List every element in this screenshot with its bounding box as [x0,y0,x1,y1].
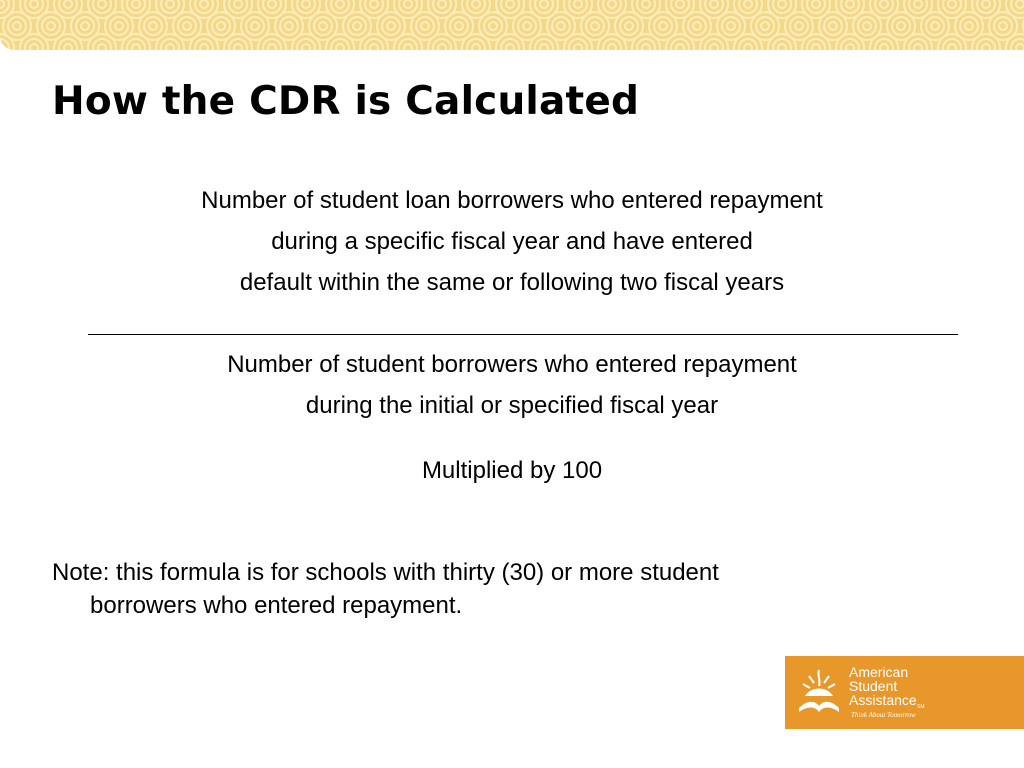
decorative-swirl-banner [0,0,1024,50]
formula-note [52,556,872,622]
numerator-line-3: default within the same or following two fiscal years [239,269,785,296]
logo-wordmark [849,665,917,707]
numerator-line-1: Number of student loan borrowers who entered repayment [201,187,823,214]
logo-line-student: Student [849,678,898,694]
note-line-2: borrowers who entered repayment. [90,592,463,619]
american-student-assistance-logo [785,656,1024,729]
logo-tagline: Think About Tomorrow [851,711,916,719]
denominator-line-2: during the initial or specified fiscal year [305,392,719,419]
logo-line-american: American [849,664,909,680]
logo-service-mark: SM [917,704,925,710]
multiplier-text: Multiplied by 100 [421,457,603,484]
numerator-line-2: during a specific fiscal year and have entered [271,228,753,255]
page-title: How the CDR is Calculated [52,79,640,124]
denominator-line-1: Number of student borrowers who entered repayment [227,351,797,378]
logo-line-assistance: Assistance [849,692,917,708]
formula-numerator [0,180,1024,303]
note-line-1: Note: this formula is for schools with thirty (30) or more student [52,559,719,586]
swirl-ring [0,44,4,50]
sunrise-book-icon [797,666,845,718]
formula-denominator [0,344,1024,426]
fraction-divider-line [88,334,958,335]
swirl-pattern [0,0,1024,50]
